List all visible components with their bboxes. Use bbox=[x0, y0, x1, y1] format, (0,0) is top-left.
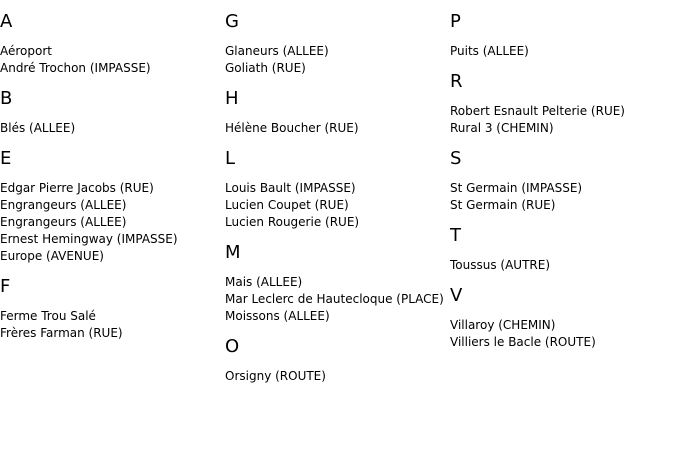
street-link[interactable]: Edgar Pierre Jacobs (RUE) bbox=[0, 181, 154, 195]
letter-heading: B bbox=[0, 88, 13, 109]
street-link[interactable]: Louis Bault (IMPASSE) bbox=[225, 181, 356, 195]
letter-heading: G bbox=[225, 11, 239, 32]
street-list bbox=[225, 180, 447, 231]
letter-group bbox=[0, 12, 222, 77]
street-link[interactable]: Engrangeurs (ALLEE) bbox=[0, 198, 127, 212]
street-link[interactable]: Rural 3 (CHEMIN) bbox=[450, 121, 554, 135]
street-link[interactable]: Toussus (AUTRE) bbox=[450, 258, 551, 272]
street-link[interactable]: Lucien Coupet (RUE) bbox=[225, 198, 349, 212]
street-list bbox=[0, 120, 222, 137]
index-column bbox=[450, 0, 672, 363]
street-link[interactable]: St Germain (IMPASSE) bbox=[450, 181, 583, 195]
street-list bbox=[450, 103, 672, 137]
index-column bbox=[225, 0, 447, 397]
street-list bbox=[450, 180, 672, 214]
street-link[interactable]: Villaroy (CHEMIN) bbox=[450, 318, 556, 332]
street-link[interactable]: Ferme Trou Salé bbox=[0, 309, 96, 323]
street-list bbox=[450, 257, 672, 274]
letter-heading: A bbox=[0, 11, 13, 32]
street-link[interactable]: Hélène Boucher (RUE) bbox=[225, 121, 359, 135]
letter-group bbox=[0, 89, 222, 137]
street-list bbox=[225, 274, 447, 325]
street-list bbox=[0, 308, 222, 342]
letter-heading: M bbox=[225, 242, 241, 263]
street-link[interactable]: Orsigny (ROUTE) bbox=[225, 369, 326, 383]
street-link[interactable]: Villiers le Bacle (ROUTE) bbox=[450, 335, 596, 349]
letter-heading: L bbox=[225, 148, 236, 169]
street-list bbox=[0, 43, 222, 77]
street-list bbox=[0, 180, 222, 265]
letter-group bbox=[225, 337, 447, 385]
street-link[interactable]: Puits (ALLEE) bbox=[450, 44, 529, 58]
street-list bbox=[225, 368, 447, 385]
letter-group bbox=[0, 149, 222, 265]
street-link[interactable]: Ernest Hemingway (IMPASSE) bbox=[0, 232, 178, 246]
letter-group bbox=[450, 149, 672, 214]
street-link[interactable]: St Germain (RUE) bbox=[450, 198, 556, 212]
street-list bbox=[450, 317, 672, 351]
letter-group bbox=[0, 277, 222, 342]
street-link[interactable]: Aéroport bbox=[0, 44, 52, 58]
letter-group bbox=[225, 149, 447, 231]
letter-group bbox=[450, 286, 672, 351]
street-list bbox=[450, 43, 672, 60]
street-link[interactable]: Europe (AVENUE) bbox=[0, 249, 104, 263]
letter-group bbox=[450, 12, 672, 60]
letter-group bbox=[450, 72, 672, 137]
street-link[interactable]: Lucien Rougerie (RUE) bbox=[225, 215, 360, 229]
letter-heading: S bbox=[450, 148, 462, 169]
letter-heading: R bbox=[450, 71, 463, 92]
street-link[interactable]: Mar Leclerc de Hautecloque (PLACE) bbox=[225, 292, 444, 306]
letter-group bbox=[225, 89, 447, 137]
letter-group bbox=[450, 226, 672, 274]
street-link[interactable]: Blés (ALLEE) bbox=[0, 121, 76, 135]
letter-heading: P bbox=[450, 11, 461, 32]
letter-group bbox=[225, 243, 447, 325]
street-link[interactable]: André Trochon (IMPASSE) bbox=[0, 61, 151, 75]
street-link[interactable]: Glaneurs (ALLEE) bbox=[225, 44, 329, 58]
letter-group bbox=[225, 12, 447, 77]
street-link[interactable]: Robert Esnault Pelterie (RUE) bbox=[450, 104, 625, 118]
street-list bbox=[225, 120, 447, 137]
street-link[interactable]: Frères Farman (RUE) bbox=[0, 326, 123, 340]
street-list bbox=[225, 43, 447, 77]
letter-heading: T bbox=[450, 225, 461, 246]
letter-heading: H bbox=[225, 88, 239, 109]
letter-heading: E bbox=[0, 148, 12, 169]
letter-heading: V bbox=[450, 285, 463, 306]
street-link[interactable]: Goliath (RUE) bbox=[225, 61, 306, 75]
index-column bbox=[0, 0, 222, 354]
street-link[interactable]: Mais (ALLEE) bbox=[225, 275, 303, 289]
letter-heading: O bbox=[225, 336, 240, 357]
street-link[interactable]: Engrangeurs (ALLEE) bbox=[0, 215, 127, 229]
street-link[interactable]: Moissons (ALLEE) bbox=[225, 309, 330, 323]
letter-heading: F bbox=[0, 276, 11, 297]
